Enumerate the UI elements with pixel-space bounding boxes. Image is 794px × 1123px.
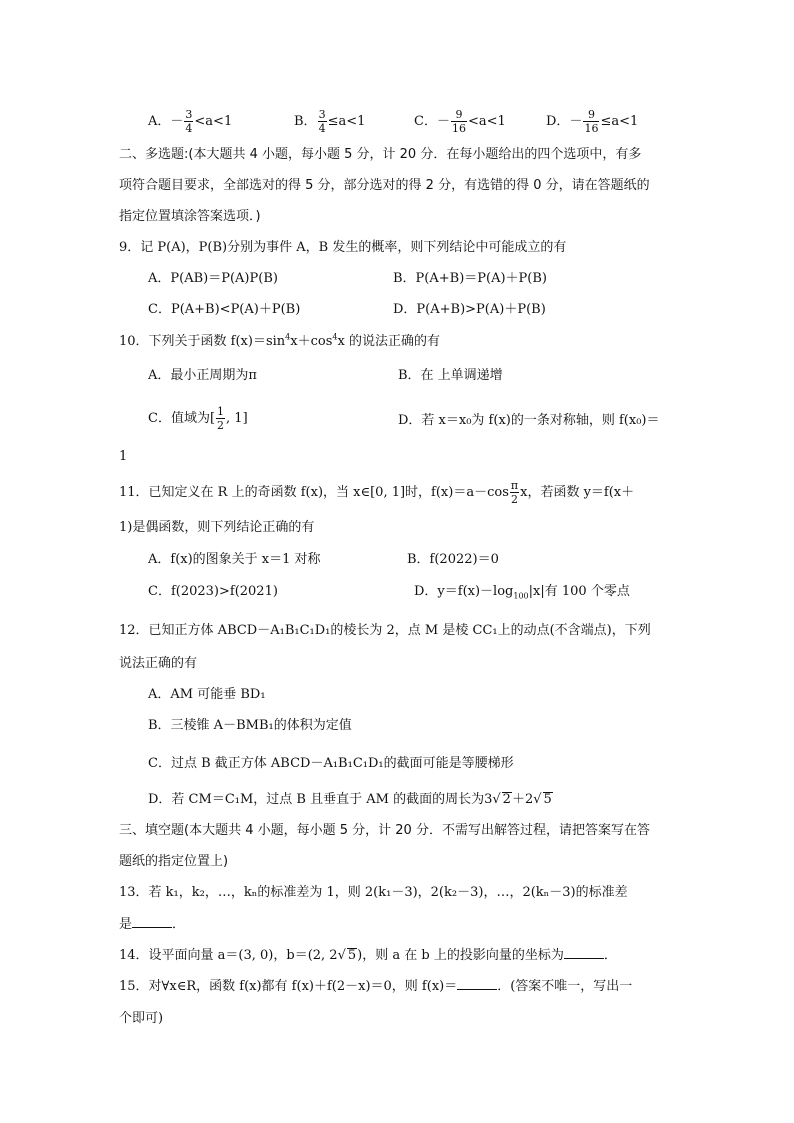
option-text: |x|有 100 个零点 [528, 584, 630, 599]
stem-text: ．(答案不唯一，写出一 [497, 979, 633, 994]
q14-line [119, 948, 617, 962]
exponent: 4 [332, 332, 338, 342]
coefficient: 3 [484, 792, 493, 807]
section-2-heading-line-2: 项符合题目要求，全部选对的得 5 分，部分选对的得 2 分，有选错的得 0 分，请在答题纸的 [119, 178, 650, 193]
stem-text: ． [172, 917, 186, 932]
fraction-numerator: 1 [217, 405, 225, 418]
radicand: 5 [543, 792, 552, 807]
option-label: A． [148, 114, 171, 129]
q10-option-d: D．若 x＝x₀为 f(x)的一条对称轴，则 f(x₀)＝ [398, 413, 660, 428]
fraction-numerator: 3 [318, 108, 326, 121]
stem-text: 11．已知定义在 R 上的奇函数 f(x)，当 x∈[0, 1]时，f(x)＝a－cos [119, 485, 509, 500]
q10-stem [119, 332, 440, 349]
stem-text: x＋cos [290, 334, 333, 349]
fraction [583, 109, 599, 134]
q10-option-d-continued: 1 [119, 449, 128, 464]
stem-text: 10．下列关于函数 f(x)＝sin [119, 334, 286, 349]
q8-option-d [546, 109, 638, 134]
log-base: 100 [513, 591, 529, 601]
q12-option-d [148, 792, 553, 806]
option-text: ≤a<1 [327, 114, 366, 129]
fraction-numerator: π [510, 479, 519, 492]
option-text: <a<1 [467, 114, 506, 129]
stem-text: 是 [119, 917, 133, 932]
q9-option-b: B．P(A+B)＝P(A)＋P(B) [393, 271, 548, 286]
fraction-numerator: 3 [185, 108, 193, 121]
option-text: C．值域为[ [148, 411, 216, 426]
q11-option-a: A．f(x)的图象关于 x＝1 对称 [148, 552, 321, 567]
q9-option-a: A．P(AB)＝P(A)P(B) [148, 271, 278, 286]
q12-option-a: A．AM 可能垂 BD₁ [148, 687, 266, 702]
fraction-denominator: 2 [510, 493, 518, 506]
fraction-denominator: 16 [451, 122, 466, 135]
q12-option-b: B．三棱锥 A－BMB₁的体积为定值 [148, 718, 352, 733]
option-text: D．y＝f(x)－log [414, 584, 514, 599]
q12-option-c: C．过点 B 截正方体 ABCD－A₁B₁C₁D₁的截面可能是等腰梯形 [148, 756, 514, 771]
q8-option-a [148, 108, 233, 135]
fraction-denominator: 2 [217, 419, 225, 432]
q11-option-d [414, 584, 630, 601]
fraction [318, 109, 327, 134]
section-2-heading-line-1: 二、多选题:(本大题共 4 小题，每小题 5 分，计 20 分．在每小题给出的四个选项中，有多 [119, 147, 642, 162]
exponent: 4 [285, 332, 291, 342]
fraction-denominator: 4 [185, 122, 193, 135]
q9-stem: 9．记 P(A)，P(B)分别为事件 A，B 发生的概率，则下列结论中可能成立的有 [119, 240, 567, 255]
minus-sign: － [170, 114, 184, 129]
section-2-heading-line-3: 指定位置填涂答案选项．) [119, 209, 261, 224]
section-3-heading-line-1: 三、填空题(本大题共 4 小题，每小题 5 分，计 20 分．不需写出解答过程，请把答案写在答 [119, 823, 650, 838]
q11-stem-line-1 [119, 480, 634, 505]
q9-option-d: D．P(A+B)>P(A)＋P(B) [393, 302, 546, 317]
q8-option-b [294, 109, 365, 134]
answer-blank[interactable] [457, 979, 497, 990]
q10-option-c [148, 406, 248, 431]
coefficient: 2 [524, 792, 534, 807]
fraction [184, 109, 193, 134]
q15-line-1 [119, 979, 632, 993]
stem-text: 14．设平面向量 a＝(3, 0)，b＝(2, 2 [119, 948, 338, 963]
q13-line-2 [119, 917, 185, 931]
stem-text: )，则 a 在 b 上的投影向量的坐标为 [357, 948, 564, 963]
q10-option-b: B．在 上单调递增 [398, 368, 503, 383]
option-text: <a<1 [194, 114, 233, 129]
q12-stem-line-2: 说法正确的有 [119, 656, 198, 671]
sqrt-symbol: √ [337, 948, 346, 963]
option-label: D． [546, 114, 570, 129]
sqrt-symbol: √ [492, 792, 501, 807]
option-text: D．若 CM＝C₁M，过点 B 且垂直于 AM 的截面的周长为 [148, 792, 485, 807]
minus-sign: － [569, 114, 583, 129]
fraction-denominator: 4 [318, 122, 326, 135]
answer-blank[interactable] [132, 917, 172, 928]
fraction [216, 406, 225, 431]
q10-option-a: A．最小正周期为π [148, 368, 257, 383]
stem-text: x，若函数 y＝f(x＋ [520, 485, 635, 500]
q9-option-c: C．P(A+B)<P(A)＋P(B) [148, 302, 301, 317]
option-text: , 1] [226, 411, 248, 426]
option-text: ≤a<1 [600, 114, 639, 129]
q13-line-1: 13．若 k₁，k₂，…，kₙ的标准差为 1，则 2(k₁－3)，2(k₂－3)，…，2(kₙ－3)的标准差 [119, 885, 628, 900]
fraction-numerator: 9 [583, 109, 599, 122]
q11-stem-line-2: 1)是偶函数，则下列结论正确的有 [119, 520, 315, 535]
stem-text: ． [603, 948, 617, 963]
q15-line-2: 个即可) [119, 1011, 164, 1026]
sqrt-symbol: √ [533, 792, 542, 807]
section-3-heading-line-2: 题纸的指定位置上) [119, 854, 229, 869]
stem-text: 15．对∀x∈R，函数 f(x)都有 f(x)＋f(2－x)＝0，则 f(x)＝ [119, 979, 458, 994]
q11-option-c: C．f(2023)>f(2021) [148, 584, 278, 599]
radicand: 2 [502, 792, 511, 807]
q12-stem-line-1: 12．已知正方体 ABCD－A₁B₁C₁D₁的棱长为 2，点 M 是棱 CC₁上的动点(不含端点)，下列 [119, 623, 651, 638]
fraction [510, 480, 519, 505]
option-label: B． [294, 114, 317, 129]
fraction [451, 109, 467, 134]
q8-option-c [414, 109, 506, 134]
option-label: C． [414, 114, 437, 129]
stem-text: x 的说法正确的有 [337, 334, 440, 349]
fraction-denominator: 16 [584, 122, 599, 135]
answer-blank[interactable] [564, 948, 604, 959]
q11-option-b: B．f(2022)＝0 [407, 552, 499, 567]
fraction-numerator: 9 [451, 109, 467, 122]
minus-sign: － [436, 114, 450, 129]
plus-sign: ＋ [511, 792, 525, 807]
radicand: 5 [347, 948, 357, 963]
q8-options [148, 109, 232, 134]
